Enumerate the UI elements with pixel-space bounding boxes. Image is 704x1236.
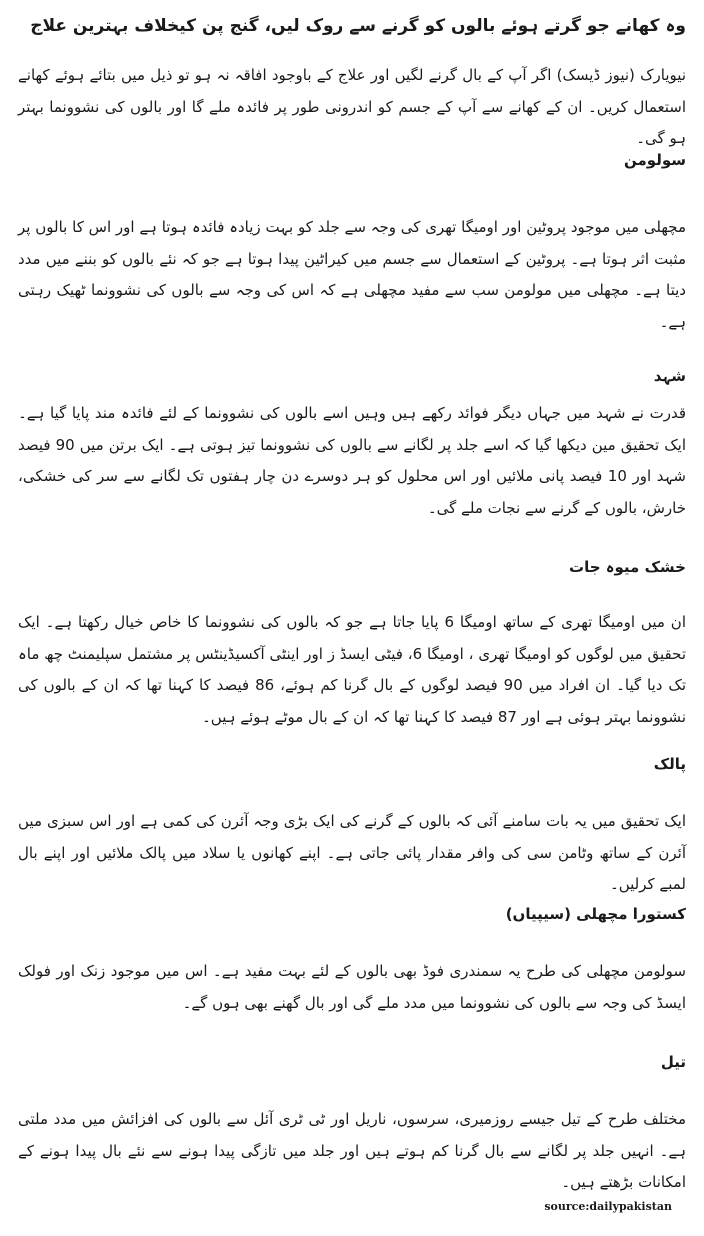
section-body-oysters: سولومن مچھلی کی طرح یہ سمندری فوڈ بھی بالوں کے لئے بہت مفید ہے۔ اس میں موجود زنک اور فولک ایسڈ کی وجہ سے بالوں کی نشوونما میں مدد ملے گی اور بال گھنے بھی ہوں گے۔ [18,962,686,1012]
section-body-oil: مختلف طرح کے تیل جیسے روزمیری، سرسوں، ناریل اور ٹی ٹری آئل سے بالوں کی افزائش میں مدد ملتی ہے۔ انہیں جلد پر لگانے سے بال گرنا کم ہوتے ہیں اور جلد میں تازگی پیدا ہونے سے نئے بال پیدا ہونے کے امکانات بڑھتے ہیں۔ [18,1110,686,1191]
section-body-dry-fruits: ان میں اومیگا تھری کے ساتھ اومیگا 6 پایا جاتا ہے جو کہ بالوں کی نشوونما کا خاص خیال رکھتا ہے۔ ایک تحقیق میں لوگوں کو اومیگا تھری ، اومیگا 6، فیٹی ایسڈ ز اور اینٹی آکسیڈینٹس پر مشتمل سپلیمنٹ چھ ماہ تک دیا گیا۔ ان افراد میں 90 فیصد لوگوں کے بال گرنا کم ہوئے، 86 فیصد کا کہنا تھا کہ ان کے بالوں کی نشوونما بہتر ہوئی ہے اور 87 فیصد کا کہنا تھا کہ ان کے بال موٹے ہوئے ہیں۔ [18,613,687,726]
section-heading-salmon: سولومن [624,151,686,169]
section-heading-honey: شہد [653,367,686,385]
section-heading-oil: تیل [660,1053,686,1071]
section-body-salmon: مچھلی میں موجود پروٹین اور اومیگا تھری کی وجہ سے جلد کو بہت زیادہ فائدہ ہوتا ہے اور اس کا بالوں پر مثبت اثر ہوتا ہے۔ پروٹین کے استعمال سے جسم میں کیراٹین پیدا ہوتا ہے جو کہ نئے بالوں کو بننے میں مدد دیتا ہے۔ مچھلی میں مولومن سب سے مفید مچھلی ہے کہ اس کی وجہ سے بالوں کی نشوونما ٹھیک رہتی ہے۔ [18,218,686,331]
section-body-spinach: ایک تحقیق میں یہ بات سامنے آئی کہ بالوں کے گرنے کی ایک بڑی وجہ آئرن کی کمی ہے اور اس سبزی میں آئرن کے ساتھ وٹامن سی کی وافر مقدار پائی جاتی ہے۔ اپنے کھانوں یا سلاد میں پالک ملائیں اور اپنے بال لمبے کرلیں۔ [18,812,686,893]
article-intro: نیویارک (نیوز ڈیسک) اگر آپ کے بال گرنے لگیں اور علاج کے باوجود افاقہ نہ ہو تو ذیل میں بتائے ہوئے کھانے استعمال کریں۔ ان کے کھانے سے آپ کے جسم کو اندرونی طور پر فائدہ ملے گا اور بالوں کی نشوونما بہتر ہو گی۔ [18,66,686,147]
section-heading-dry-fruits: خشک میوہ جات [569,558,686,576]
section-heading-oysters: کستورا مچھلی (سیپیاں) [505,905,686,923]
section-body-honey: قدرت نے شہد میں جہاں دیگر فوائد رکھے ہیں وہیں اسے بالوں کی نشوونما کے لئے فائدہ مند پایا گیا ہے۔ ایک تحقیق مین دیکھا گیا کہ اسے جلد پر لگانے سے بالوں کی نشوونما تیز ہوتی ہے۔ ایک برتن میں 90 فیصد شہد اور 10 فیصد پانی ملائیں اور اس محلول کو ہر دوسرے دن چار ہفتوں تک لگانے سے سر کی خشکی، خارش، بالوں کے گرنے سے نجات ملے گی۔ [18,404,686,517]
section-heading-spinach: پالک [653,755,686,773]
source-credit: source:dailypakistan [544,1200,672,1213]
article-title: وہ کھانے جو گرتے ہوئے بالوں کو گرنے سے روک لیں، گنج پن کیخلاف بہترین علاج [30,16,686,36]
